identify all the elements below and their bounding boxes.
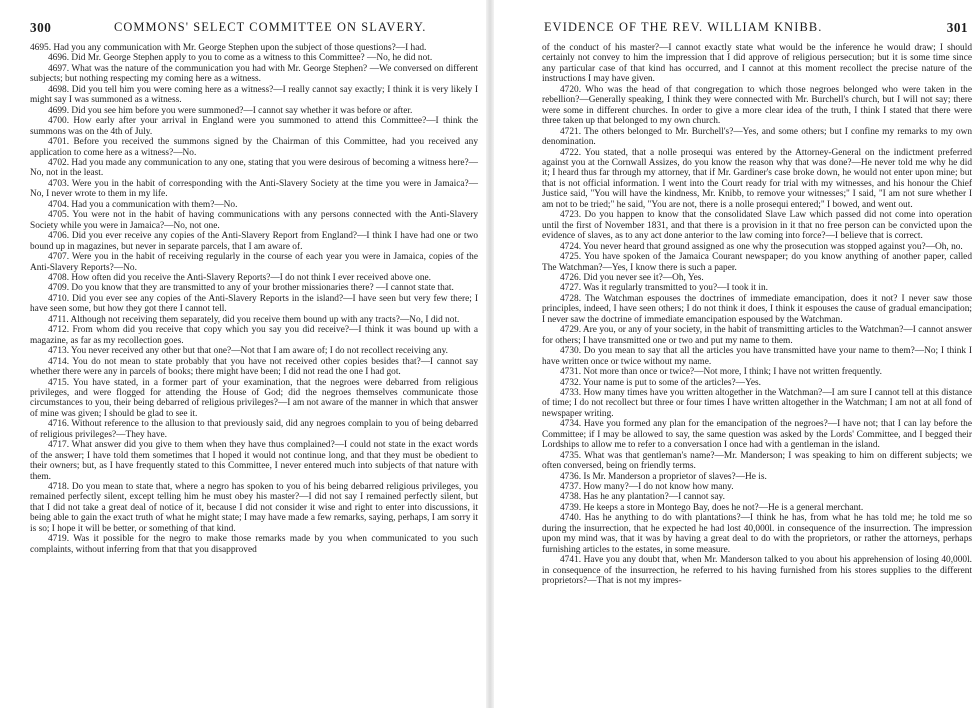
right-page-number: 301	[946, 20, 968, 35]
question-4722: 4722. You stated, that a nolle prosequi was entered by the Attorney-General on the indictment preferred against you at the Cornwall Assizes, do you know the reason why that was done?—He never told me why he did it; I heard thus far through my attorney, that if Mr. Gardiner's case broke down, he would not enter upon mine; but that is not official information. I went into the Court ready for trial with my witnesses, and his honour the Chief Justice said, "You will have the kindness, Mr. Knibb, to remove your witnesses;" I said, "I am not sure whether I am not to be tried;" he said, "You are not, there is a nolle prosequi entered;" I bowed, and went out.	[542, 147, 972, 210]
left-page-number: 300	[30, 20, 52, 35]
question-4702: 4702. Had you made any communication to any one, stating that you were desirous of becoming a witness here?—No, not in the least.	[30, 157, 478, 179]
question-4709: 4709. Do you know that they are transmitted to any of your brother missionaries there? —I cannot state that.	[48, 283, 454, 294]
question-4731: 4731. Not more than once or twice?—Not more, I think; I have not written frequently.	[560, 367, 882, 378]
question-4740: 4740. Has he anything to do with plantations?—I think he has, from what he has told me; he told me so during the insurrection, that he expected he had lost 40,000l. in consequence of the insurrection. The impression upon my mind was, that it was by having a great deal to do with the proprietors, or rather the attorneys, perhaps furnishing articles to the estates, in some measure.	[542, 513, 972, 555]
right-page	[492, 0, 980, 708]
continued-paragraph: of the conduct of his master?—I cannot exactly state what would be the inference he would draw; I should certainly not convey to him the impression that I did approve of religious persecution; but it is some time since any particular case of that kind has occurred, and I cannot at this moment recollect the precise nature of the instructions I may have given.	[542, 43, 972, 85]
question-4700: 4700. How early after your arrival in England were you summoned to attend this Committee?—I think the summons was on the 4th of July.	[30, 116, 478, 137]
left-text-column	[30, 43, 478, 555]
question-4732: 4732. Your name is put to some of the articles?—Yes.	[560, 377, 761, 388]
question-4696: 4696. Did Mr. George Stephen apply to you to come as a witness to this Committee? —No, he did not.	[48, 53, 433, 64]
question-4735: 4735. What was that gentleman's name?—Mr. Manderson; I was speaking to him on different subjects; we often conversed, being on friendly terms.	[542, 450, 972, 472]
question-4710: 4710. Did you ever see any copies of the Anti-Slavery Reports in the island?—I have seen but very few there; I have seen some, but how they got there I cannot tell.	[30, 293, 478, 315]
right-running-title: EVIDENCE OF THE REV. WILLIAM KNIBB.	[544, 20, 823, 34]
question-4720: 4720. Who was the head of that congregation to which those negroes belonged who were taken in the rebellion?—Generally speaking, I think they were connected with Mr. Burchell's church, but I will not say; there were some in different churches. In order to give a more clear idea of the truth, I think I stated that there were three taken up that belonged to my own church.	[542, 84, 972, 127]
question-4713: 4713. You never received any other but that one?—Not that I am aware of; I do not recollect receiving any.	[48, 346, 448, 357]
question-4712: 4712. From whom did you receive that copy which you say you did receive?—I think it was bound up with a magazine, as far as my recollection goes.	[30, 325, 478, 346]
question-4736: 4736. Is Mr. Manderson a proprietor of slaves?—He is.	[560, 471, 767, 482]
question-4734: 4734. Have you formed any plan for the emancipation of the negroes?—I have not; that I can lay before the Committee; if I may be allowed to say, the same question was asked by the Lords' Committee, and I begged their Lordships to allow me to refer to a conversation I once had with a gentleman in the island.	[542, 419, 972, 451]
question-4698: 4698. Did you tell him you were coming here as a witness?—I really cannot say exactly; I think it is very likely I might say I was summoned as a witness.	[30, 84, 478, 106]
right-text-column	[542, 43, 972, 587]
question-4699: 4699. Did you see him before you were summoned?—I cannot say whether it was before or after.	[48, 105, 413, 116]
question-4697: 4697. What was the nature of the communication you had with Mr. George Stephen? —We conversed on different subjects; but nothing respecting my coming here as a witness.	[30, 63, 478, 85]
question-4724: 4724. You never heard that ground assigned as one why the prosecution was stopped against you?—Oh, no.	[560, 241, 963, 252]
question-4706: 4706. Did you ever receive any copies of the Anti-Slavery Report from England?—I think I have had one or two bound up in magazines, but never in separate parcels, that I am aware of.	[30, 231, 478, 252]
question-4721: 4721. The others belonged to Mr. Burchell's?—Yes, and some others; but I confine my remarks to my own denomination.	[542, 126, 972, 148]
question-4730: 4730. Do you mean to say that all the articles you have transmitted have your name to them?—No; I think I have written once or twice without my name.	[542, 346, 972, 367]
question-4716: 4716. Without reference to the allusion to that previously said, did any negroes complain to you of being debarred of religious privileges?—They have.	[30, 419, 478, 440]
question-4703: 4703. Were you in the habit of corresponding with the Anti-Slavery Society at the time you were in Jamaica?—No, I never wrote to them in my life.	[30, 178, 478, 200]
question-4715: 4715. You have stated, in a former part of your examination, that the negroes were debarred from religious privileges, and were flogged for attending the House of God; did the negroes themselves communicate those circumstances to you, their being debarred of religious privileges?—I am not aware of the manner in which that answer of mine was given; I should be glad to see it.	[30, 377, 478, 419]
question-4711: 4711. Although not receiving them separately, did you receive them bound up with any tracts?—No, I did not.	[48, 314, 460, 325]
left-page	[0, 0, 488, 708]
question-4707: 4707. Were you in the habit of receiving regularly in the course of each year you were in Jamaica, copies of the Anti-Slavery Reports?—No.	[30, 252, 478, 273]
question-4727: 4727. Was it regularly transmitted to you?—I took it in.	[560, 283, 768, 294]
right-page-header	[542, 20, 968, 36]
question-4705: 4705. You were not in the habit of having communications with any persons connected with the Anti-Slavery Society while you were in Jamaica?—No, not one.	[30, 210, 478, 231]
question-4739: 4739. He keeps a store in Montego Bay, does he not?—He is a general merchant.	[560, 502, 864, 513]
question-4704: 4704. Had you a communication with them?—No.	[48, 199, 238, 210]
question-4723: 4723. Do you happen to know that the consolidated Slave Law which passed did not come into operation until the first of November 1831, and that there is a provision in it that no free person can be convicted upon the evidence of slaves, as to any act done anterior to the law coming into force?—I believe that is correct.	[542, 210, 972, 242]
question-4737: 4737. How many?—I do not know how many.	[560, 482, 734, 493]
question-top: 4695. Had you any communication with Mr. George Stephen upon the subject of those questions?—I had.	[30, 43, 427, 53]
question-4701: 4701. Before you received the summons signed by the Chairman of this Committee, had you received any application to come here as a witness?—No.	[30, 137, 478, 158]
question-4733: 4733. How many times have you written altogether in the Watchman?—I am sure I cannot tell at this distance of time; I do not recollect but three or four times I have written altogether in the Watchman; I am not at all fond of newspaper writing.	[542, 387, 972, 419]
question-4738: 4738. Has he any plantation?—I cannot say.	[560, 492, 725, 503]
question-4741: 4741. Have you any doubt that, when Mr. Manderson talked to you about his apprehension of losing 40,000l. in consequence of the insurrection, he referred to his having furnished from his stores supplies to the different proprietors?—That is not my impres-	[542, 555, 972, 587]
question-4728: 4728. The Watchman espouses the doctrines of immediate emancipation, does it not? I never saw those principles, indeed, I have seen others; I do not think it does, I think it espouses the cause of gradual emancipation; I never saw the doctrine of immediate emancipation espoused by the Watchman.	[542, 293, 972, 325]
question-4708: 4708. How often did you receive the Anti-Slavery Reports?—I do not think I ever received above one.	[48, 272, 431, 283]
question-4714: 4714. You do not mean to state probably that you have not received other copies besides that?—I cannot say whether there were any in parcels of books; there might have been; I did not read the one I had got.	[30, 356, 478, 378]
left-running-title: COMMONS' SELECT COMMITTEE ON SLAVERY.	[114, 20, 427, 34]
question-4729: 4729. Are you, or any of your society, in the habit of transmitting articles to the Watchman?—I cannot answer for others; I have transmitted one or two and put my name to them.	[542, 325, 972, 346]
question-4719: 4719. Was it possible for the negro to make those remarks made by you when communicated to you such complaints, without inferring from that that you disapproved	[30, 534, 478, 555]
left-page-header	[30, 20, 476, 36]
question-4718: 4718. Do you mean to state that, where a negro has spoken to you of his being debarred religious privileges, you remained perfectly silent, except telling him he must obey his master?—I did not say I remained perfectly silent, but that I did not take a great deal of notice of it, because I did not consider it wise and right to enter into discussions, it being able to gain the exact truth of what he might state; I may have made a few remarks, saying, perhaps, I am sorry it is so; I hope it will be better, or something of that kind.	[30, 482, 478, 534]
question-4717: 4717. What answer did you give to them when they have thus complained?—I could not state in the exact words of the answer; I have told them sometimes that I hoped it would not continue long, and that they must be obedient to their owners; but, as I have frequently stated to this Committee, I never entered much into subjects of that nature with them.	[30, 440, 478, 482]
question-4726: 4726. Did you never see it?—Oh, Yes.	[560, 272, 704, 283]
question-4725: 4725. You have spoken of the Jamaica Courant newspaper; do you know anything of another paper, called The Watchman?—Yes, I know there is such a paper.	[542, 252, 972, 273]
